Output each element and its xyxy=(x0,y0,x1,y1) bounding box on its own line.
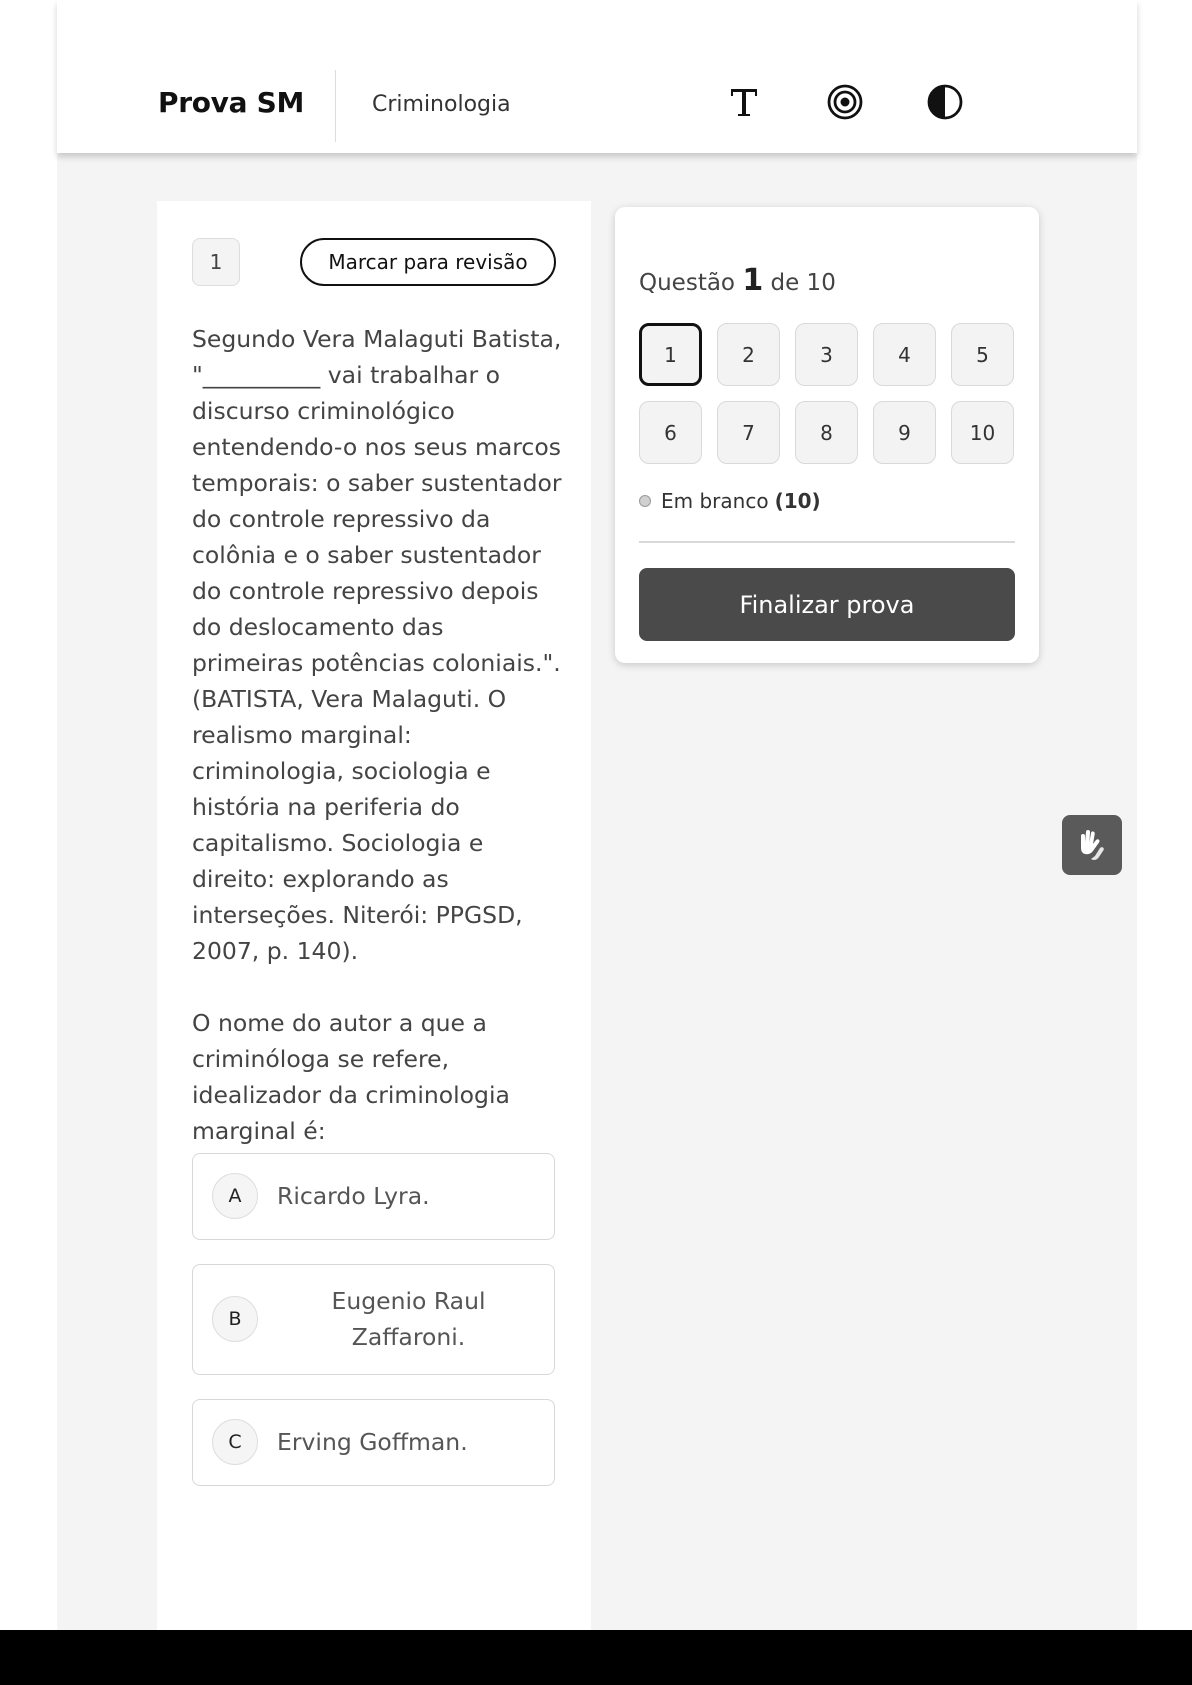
option-text: Erving Goffman. xyxy=(277,1428,468,1456)
option-a[interactable] xyxy=(192,1153,555,1240)
question-button-6[interactable]: 6 xyxy=(639,401,702,464)
blank-count: (10) xyxy=(774,489,821,513)
brand-logo: Prova SM xyxy=(158,86,305,119)
finish-exam-button[interactable]: Finalizar prova xyxy=(639,568,1015,641)
option-c[interactable] xyxy=(192,1399,555,1486)
blank-legend xyxy=(639,489,821,513)
font-size-icon[interactable] xyxy=(722,80,766,124)
question-button-2[interactable]: 2 xyxy=(717,323,780,386)
option-letter: C xyxy=(212,1419,258,1465)
statement-paragraph: Segundo Vera Malaguti Batista, "__________ vai trabalhar o discurso criminológico entendendo-o nos seus marcos temporais: o saber sustentador do controle repressivo da colônia e o saber sustentador do controle repressivo depois do deslocamento das primeiras potências coloniais.". (BATISTA, Vera Malaguti. O realismo marginal: criminologia, sociologia e história na periferia do capitalismo. Sociologia e direito: explorando as interseções. Niterói: PPGSD, 2007, p. 140). xyxy=(192,325,562,965)
question-navigator xyxy=(615,207,1039,663)
question-button-5[interactable]: 5 xyxy=(951,323,1014,386)
mark-for-review-button[interactable]: Marcar para revisão xyxy=(300,238,556,286)
sign-language-hands-icon[interactable] xyxy=(1062,815,1122,875)
option-b[interactable] xyxy=(192,1264,555,1375)
blank-status-dot xyxy=(639,495,651,507)
question-progress xyxy=(639,263,836,298)
exam-subject: Criminologia xyxy=(372,92,511,117)
contrast-icon[interactable] xyxy=(923,80,967,124)
target-icon[interactable] xyxy=(823,80,867,124)
question-button-3[interactable]: 3 xyxy=(795,323,858,386)
bottom-bar xyxy=(0,1630,1192,1685)
statement-question: O nome do autor a que a criminóloga se refere, idealizador da criminologia marginal é: xyxy=(192,1009,510,1145)
question-card xyxy=(157,201,591,1630)
question-button-1[interactable]: 1 xyxy=(639,323,702,386)
option-letter: A xyxy=(212,1173,258,1219)
question-button-9[interactable]: 9 xyxy=(873,401,936,464)
option-text: Eugenio Raul Zaffaroni. xyxy=(331,1287,486,1351)
question-button-10[interactable]: 10 xyxy=(951,401,1014,464)
option-text: Ricardo Lyra. xyxy=(277,1182,430,1210)
question-button-4[interactable]: 4 xyxy=(873,323,936,386)
question-button-7[interactable]: 7 xyxy=(717,401,780,464)
blank-label: Em branco xyxy=(661,489,769,513)
app-header xyxy=(57,0,1137,153)
question-statement xyxy=(192,321,562,1149)
question-number-badge: 1 xyxy=(192,238,240,286)
progress-prefix: Questão xyxy=(639,270,735,296)
main-area xyxy=(57,153,1137,1630)
progress-current: 1 xyxy=(742,263,764,298)
navigator-divider xyxy=(639,541,1015,543)
option-letter: B xyxy=(212,1296,258,1342)
header-divider xyxy=(335,70,336,142)
question-button-8[interactable]: 8 xyxy=(795,401,858,464)
progress-suffix: de 10 xyxy=(770,270,836,296)
